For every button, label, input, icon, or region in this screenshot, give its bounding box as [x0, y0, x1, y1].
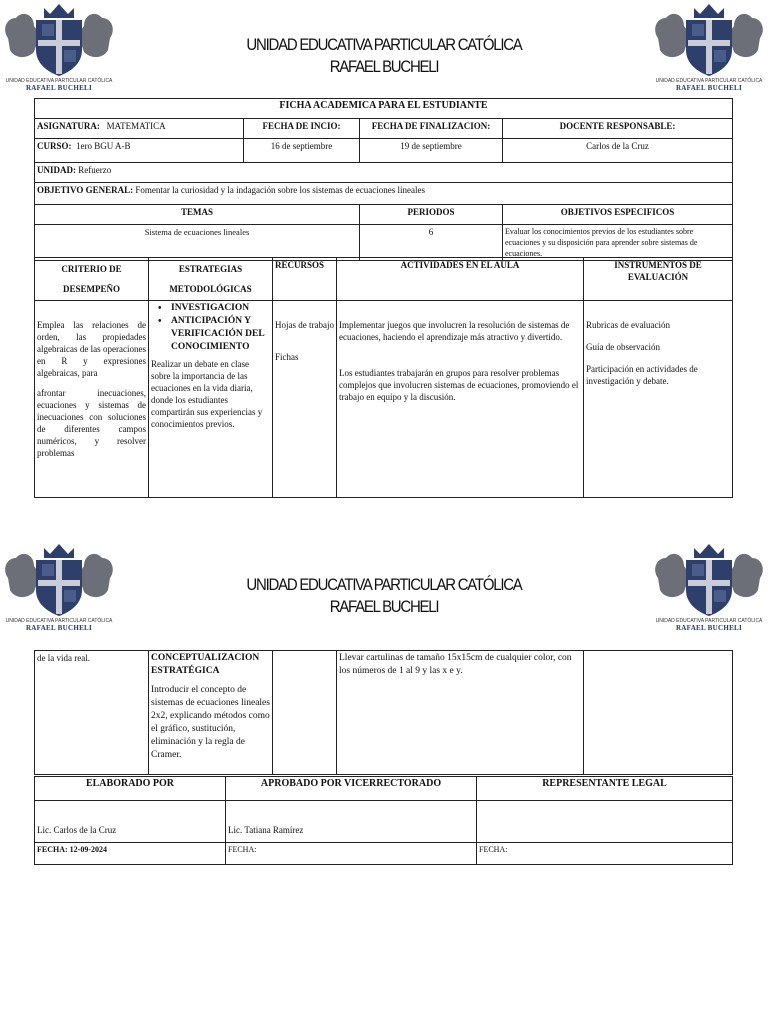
school-title [222, 574, 546, 618]
estrategias-header [149, 258, 273, 301]
info-table [34, 98, 733, 261]
estrategias-header-line1: ESTRATEGIAS [178, 264, 243, 274]
docente-value: Carlos de la Cruz [503, 139, 733, 163]
docente-label: DOCENTE RESPONSABLE: [503, 119, 733, 139]
unidad-cell [35, 163, 733, 183]
recursos-cont-cell [273, 651, 337, 775]
estrategia-item: • ANTICIPACIÓN Y VERIFICACIÓN DEL CONOCIMIENTO [151, 315, 270, 354]
instrumentos-header: INSTRUMENTOS DE EVALUACIÓN [584, 258, 733, 301]
document-page-2 [0, 540, 768, 880]
aprobado-header: APROBADO POR VICERRECTORADO [226, 777, 477, 801]
periodos-header: PERIODOS [360, 205, 503, 225]
fecha-fin-label: FECHA DE FINALIZACION: [360, 119, 503, 139]
instrumentos-item-3: Participación en actividades de investigación y debate. [586, 364, 698, 386]
document-page-1 [0, 0, 768, 510]
school-title-line1: UNIDAD EDUCATIVA PARTICULAR CATÓLICA [246, 575, 522, 594]
actividades-text-1: Implementar juegos que involucren la resolución de sistemas de ecuaciones, haciendo el aprendizaje más atractivo y divertido. [339, 320, 570, 342]
crest-icon [0, 540, 118, 620]
crest-icon [650, 540, 768, 620]
crest-name: RAFAEL BUCHELI [25, 624, 93, 632]
estrategia-heading: CONCEPTUALIZACION ESTRATÉGICA [151, 653, 260, 676]
crest-icon [0, 0, 118, 80]
actividades-header: ACTIVIDADES EN EL AULA [337, 258, 584, 301]
criterio-text-2: afrontar inecuaciones, ecuaciones y sistemas de inecuaciones con soluciones de diferentes campos numéricos, y resolver problemas [37, 388, 146, 458]
planning-table [34, 257, 733, 498]
school-crest-right [650, 540, 768, 632]
asignatura-value: MATEMATICA [106, 121, 166, 131]
fecha-inicio-label: FECHA DE INCIO: [244, 119, 360, 139]
recursos-item-2: Fichas [275, 352, 299, 362]
objetivo-general-value: Fomentar la curiosidad y la indagación sobre los sistemas de ecuaciones lineales [135, 185, 426, 195]
estrategias-text: Realizar un debate en clase sobre la importancia de las ecuaciones en la vida diaria, donde los estudiantes compartirán sus experiencias y conocimientos previos. [151, 359, 263, 429]
crest-small-text: UNIDAD EDUCATIVA PARTICULAR CATÓLICA [5, 618, 113, 624]
form-title: FICHA ACADEMICA PARA EL ESTUDIANTE [35, 99, 733, 119]
crest-name: RAFAEL BUCHELI [25, 84, 93, 92]
crest-name: RAFAEL BUCHELI [675, 624, 743, 632]
crest-name: RAFAEL BUCHELI [675, 84, 743, 92]
representante-header: REPRESENTANTE LEGAL [477, 777, 733, 801]
asignatura-label: ASIGNATURA: [37, 121, 100, 131]
tema-value: Sistema de ecuaciones lineales [35, 225, 360, 261]
fecha-inicio-value: 16 de septiembre [244, 139, 360, 163]
estrategia-cont-cell [149, 651, 273, 775]
estrategias-list [151, 302, 270, 354]
instrumentos-item-2: Guía de observación [586, 342, 660, 352]
criterio-cont-cell: de la vida real. [35, 651, 149, 775]
objetivo-especifico-value: Evaluar los conocimientos previos de los estudiantes sobre ecuaciones y su disposición para aprender sobre sistemas de ecuaciones. [503, 225, 733, 261]
actividades-cont-cell: Llevar cartulinas de tamaño 15x15cm de cualquier color, con los números de 1 al 9 y las x e y. [337, 651, 584, 775]
unidad-label: UNIDAD: [37, 165, 76, 175]
criterio-header-line2: DESEMPEÑO [62, 284, 120, 294]
recursos-cell [273, 301, 337, 498]
aprobado-name: Lic. Tatiana Ramírez [226, 801, 477, 843]
estrategia-text: Introducir el concepto de sistemas de ecuaciones lineales 2x2, explicando métodos como el gráfico, sustitución, eliminación y la regla de Cramer. [151, 685, 270, 760]
crest-small-text: UNIDAD EDUCATIVA PARTICULAR CATÓLICA [655, 78, 763, 84]
criterio-cell [35, 301, 149, 498]
objetivo-general-cell [35, 183, 733, 205]
recursos-item-1: Hojas de trabajo [275, 320, 334, 330]
criterio-text-1: Emplea las relaciones de orden, las propiedades algebraicas de las operaciones en R y expresiones algebraicas, para [37, 320, 146, 378]
elaborado-name: Lic. Carlos de la Cruz [35, 801, 226, 843]
school-title-line1: UNIDAD EDUCATIVA PARTICULAR CATÓLICA [246, 35, 522, 54]
objetivo-general-label: OBJETIVO GENERAL: [37, 185, 134, 195]
fecha-aprobado: FECHA: [226, 843, 477, 865]
representante-name [477, 801, 733, 843]
instrumentos-cont-cell [584, 651, 733, 775]
continuation-table [34, 650, 733, 775]
temas-header: TEMAS [35, 205, 360, 225]
fecha-fin-value: 19 de septiembre [360, 139, 503, 163]
fecha-representante: FECHA: [477, 843, 733, 865]
fecha-elaborado: FECHA: 12-09-2024 [35, 843, 226, 865]
asignatura-cell [35, 119, 244, 139]
unidad-value: Refuerzo [78, 165, 112, 175]
signatures-table [34, 776, 733, 865]
estrategias-cell [149, 301, 273, 498]
curso-cell [35, 139, 244, 163]
school-title-line2: RAFAEL BUCHELI [329, 57, 439, 76]
crest-small-text: UNIDAD EDUCATIVA PARTICULAR CATÓLICA [5, 78, 113, 84]
estrategias-header-line2: METODOLÓGICAS [169, 284, 252, 294]
criterio-header [35, 258, 149, 301]
school-crest-left [0, 540, 118, 632]
elaborado-header: ELABORADO POR [35, 777, 226, 801]
school-title-line2: RAFAEL BUCHELI [329, 597, 439, 616]
criterio-header-line1: CRITERIO DE [61, 264, 122, 274]
instrumentos-item-1: Rubricas de evaluación [586, 320, 670, 330]
crest-small-text: UNIDAD EDUCATIVA PARTICULAR CATÓLICA [655, 618, 763, 624]
objetivos-especificos-header: OBJETIVOS ESPECIFICOS [503, 205, 733, 225]
instrumentos-cell [584, 301, 733, 498]
school-crest-right [650, 0, 768, 92]
school-title [222, 34, 546, 78]
estrategia-item: • INVESTIGACION [151, 302, 270, 315]
curso-value: 1ero BGU A-B [76, 141, 131, 151]
periodos-value: 6 [360, 225, 503, 261]
actividades-cell [337, 301, 584, 498]
school-crest-left [0, 0, 118, 92]
recursos-header: RECURSOS [273, 258, 337, 301]
actividades-text-2: Los estudiantes trabajarán en grupos para resolver problemas complejos que involucren sistemas de ecuaciones, promoviendo el trabajo en equipo y la discusión. [339, 368, 579, 402]
crest-icon [650, 0, 768, 80]
curso-label: CURSO: [37, 141, 72, 151]
